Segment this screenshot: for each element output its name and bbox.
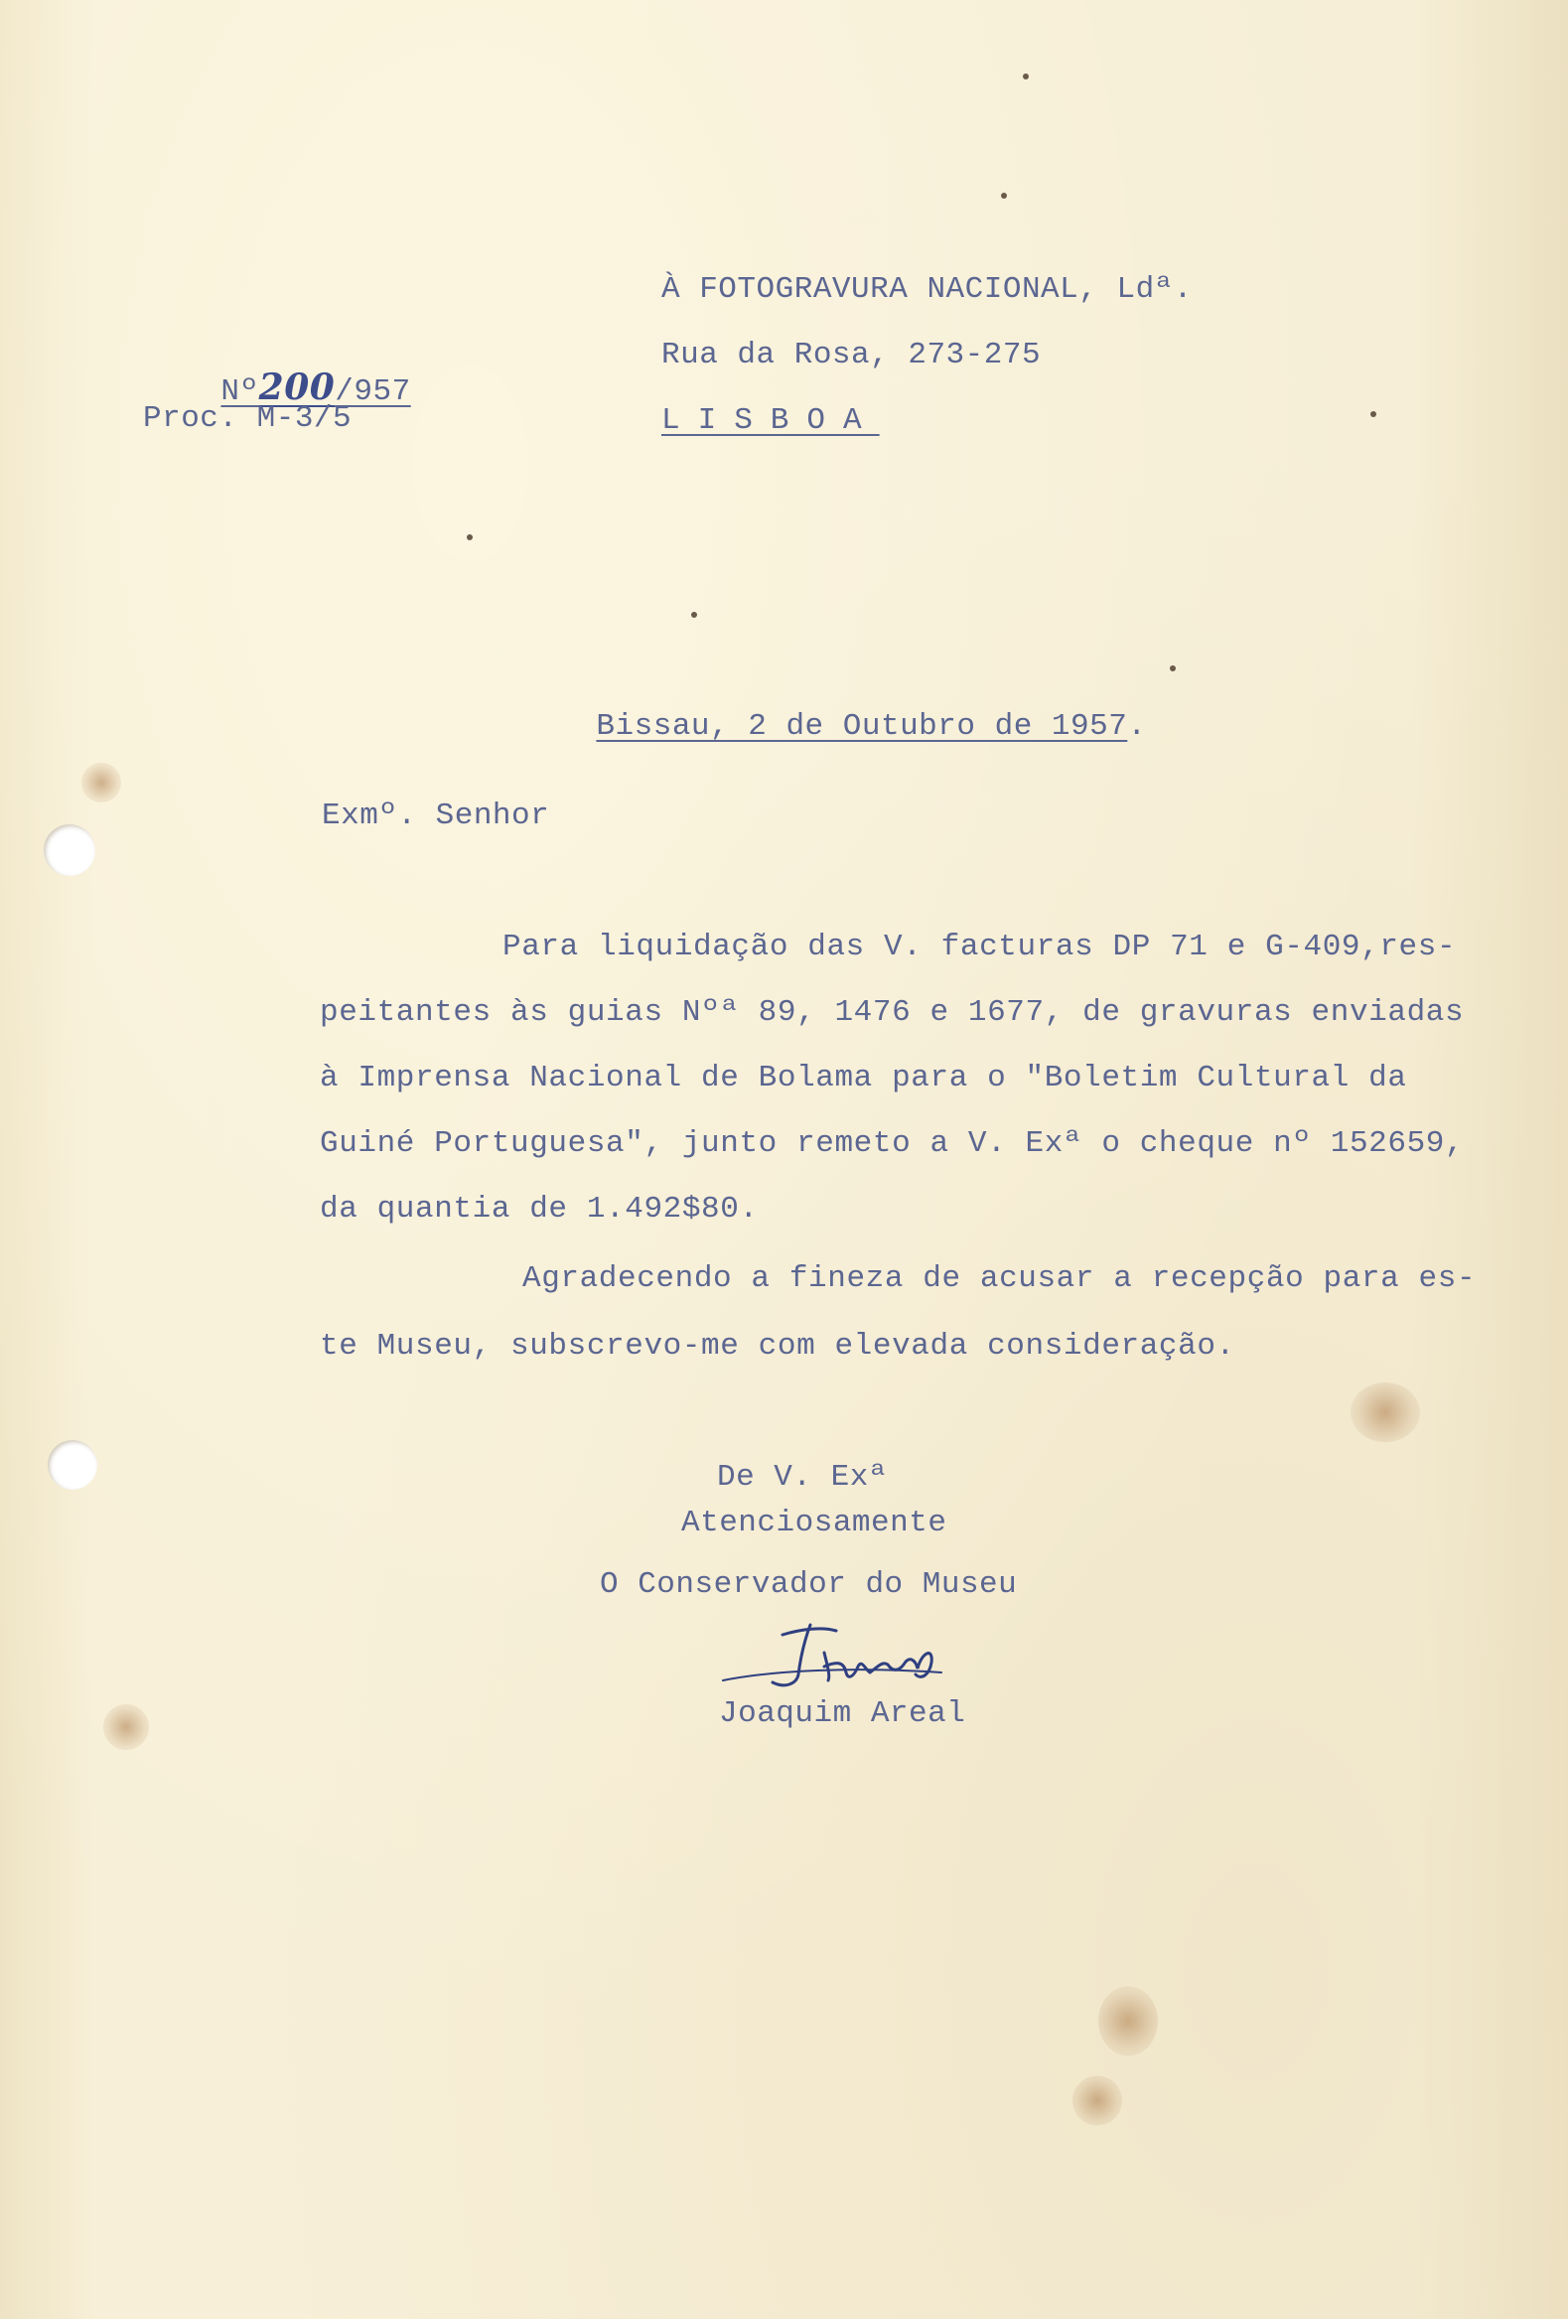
process-reference: Proc. M-3/5 [143, 401, 353, 436]
salutation: Exmº. Senhor [322, 799, 550, 833]
handwritten-number: 200 [258, 366, 336, 408]
speck [1170, 665, 1176, 671]
body-line: Guiné Portuguesa", junto remeto a V. Exª o cheque nº 152659, [320, 1126, 1465, 1161]
speck [467, 534, 473, 540]
body-line: peitantes às guias Nºª 89, 1476 e 1677, de gravuras enviadas [320, 995, 1465, 1030]
body-line: Para liquidação das V. facturas DP 71 e G-409,res- [502, 930, 1457, 964]
speck [1370, 411, 1376, 417]
stain-bottom-right [1098, 1986, 1158, 2056]
body-line: da quantia de 1.492$80. [320, 1192, 759, 1227]
number-prefix: Nº [220, 374, 259, 409]
closing-line-3: O Conservador do Museu [600, 1567, 1018, 1602]
stain-right [1351, 1382, 1420, 1442]
closing-line-1: De V. Exª [717, 1460, 888, 1495]
body-line: Agradecendo a fineza de acusar a recepção para es- [522, 1261, 1477, 1296]
recipient-city: LISBOA [661, 403, 880, 438]
body-line: te Museu, subscrevo-me com elevada consideração. [320, 1329, 1235, 1364]
closing-line-2: Atenciosamente [681, 1506, 947, 1540]
stain-bottom-right-2 [1072, 2076, 1122, 2125]
stain-left-lower [103, 1704, 149, 1750]
speck [1023, 73, 1029, 79]
punch-hole-bottom [48, 1440, 97, 1490]
speck [1001, 193, 1007, 199]
stain-left-upper [81, 763, 121, 802]
punch-hole-top [44, 824, 95, 876]
handwritten-signature [713, 1611, 1011, 1700]
signatory-name: Joaquim Areal [719, 1696, 966, 1731]
number-suffix: /957 [335, 374, 411, 409]
date-text: Bissau, 2 de Outubro de 1957 [596, 709, 1128, 744]
recipient-name: À FOTOGRAVURA NACIONAL, Ldª. [661, 272, 1193, 307]
speck [691, 612, 697, 618]
recipient-street: Rua da Rosa, 273-275 [661, 338, 1042, 372]
date-line [520, 667, 1146, 787]
body-line: à Imprensa Nacional de Bolama para o "Boletim Cultural da [320, 1061, 1407, 1095]
date-period: . [1127, 709, 1147, 744]
